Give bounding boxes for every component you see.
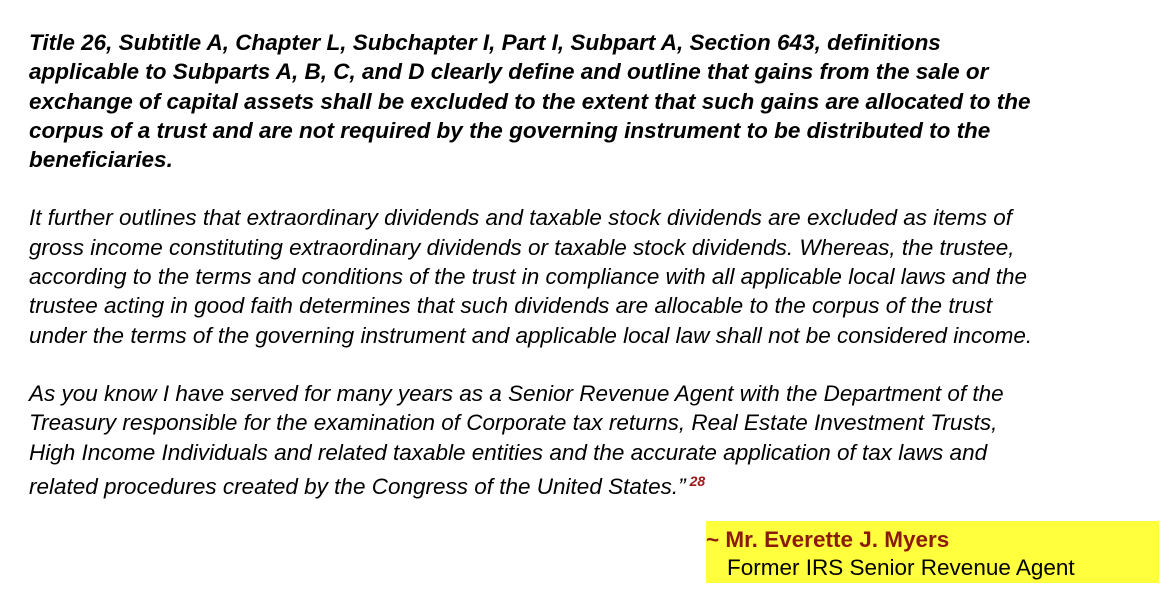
paragraph-credentials: [29, 379, 1169, 501]
text-line: corpus of a trust and are not required by the governing instrument to be distributed to the: [29, 117, 991, 143]
text-line: trustee acting in good faith determines that such dividends are allocable to the corpus of the trust: [29, 293, 993, 319]
text-line: High Income Individuals and related taxable entities and the accurate application of tax laws and: [29, 439, 988, 465]
text-line: exchange of capital assets shall be excluded to the extent that such gains are allocated to the: [29, 88, 1031, 114]
paragraph-section-643: [29, 28, 1169, 174]
text-line: gross income constituting extraordinary dividends or taxable stock dividends. Whereas, the trustee,: [29, 234, 1015, 260]
text-line: As you know I have served for many years as a Senior Revenue Agent with the Department of the: [29, 380, 1004, 406]
text-line: It further outlines that extraordinary dividends and taxable stock dividends are excluded as items of: [29, 205, 1013, 231]
paragraph-spacer: [29, 174, 1169, 203]
text-line: applicable to Subparts A, B, C, and D clearly define and outline that gains from the sale or: [29, 59, 989, 85]
text-line: beneficiaries.: [29, 147, 173, 173]
text-line: Treasury responsible for the examination of Corporate tax returns, Real Estate Investment Trusts,: [29, 410, 998, 436]
text-line: according to the terms and conditions of the trust in compliance with all applicable local laws and the: [29, 264, 1028, 290]
attribution-name: ~ Mr. Everette J. Myers: [706, 527, 950, 552]
last-text-line: [29, 467, 1169, 501]
paragraph-dividends: [29, 203, 1169, 349]
footnote-reference[interactable]: 28: [689, 472, 706, 489]
quote-body: [29, 28, 1169, 501]
text-line: related procedures created by the Congress of the United States.”: [29, 473, 686, 499]
text-line: under the terms of the governing instrument and applicable local law shall not be considered income.: [29, 322, 1033, 348]
attribution-highlight: [706, 521, 1159, 583]
attribution-title: Former IRS Senior Revenue Agent: [727, 555, 1075, 580]
text-line: Title 26, Subtitle A, Chapter L, Subchapter I, Part I, Subpart A, Section 643, definitions: [29, 30, 941, 55]
paragraph-spacer: [29, 350, 1169, 379]
